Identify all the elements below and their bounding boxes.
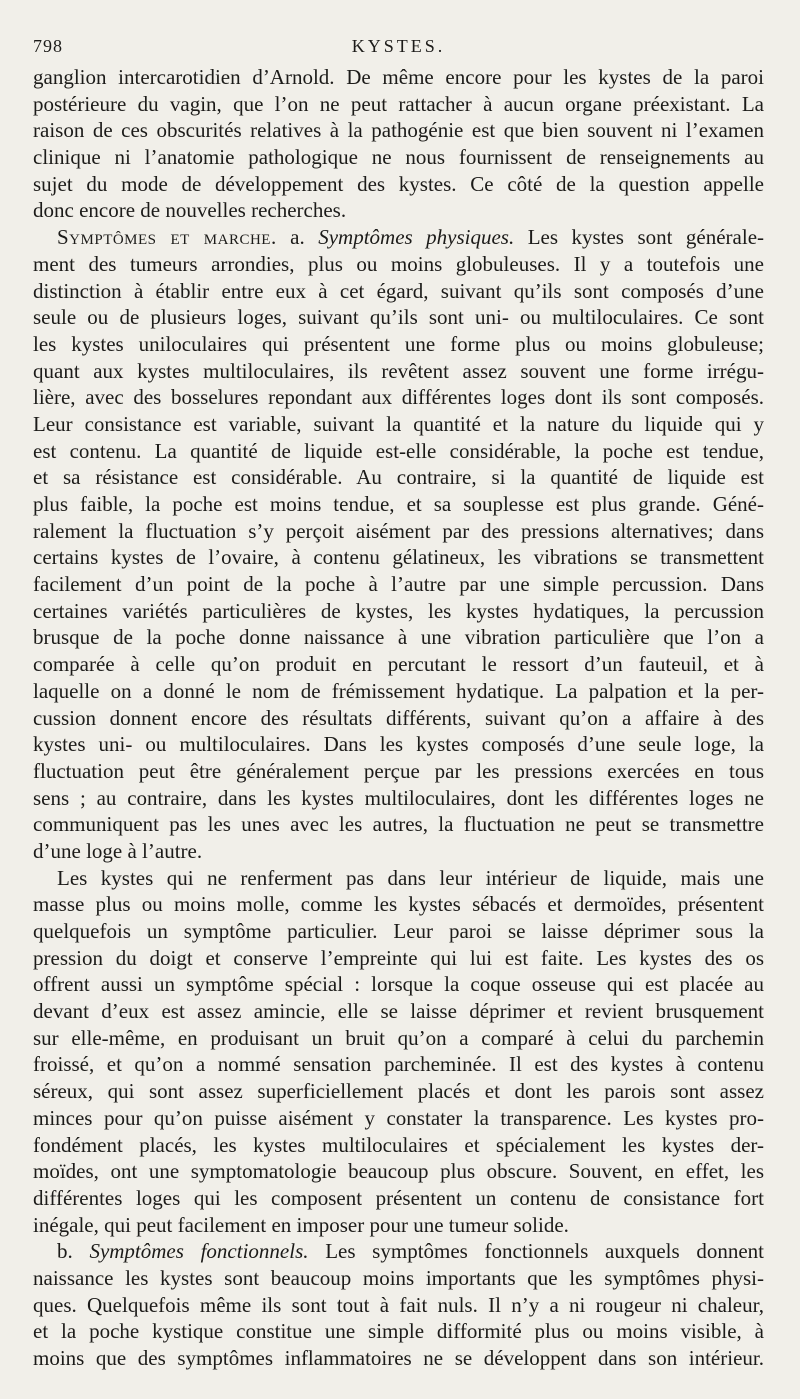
text-line: naissance les kystes sont beaucoup moins importants que les symptômes physi- [33, 1265, 764, 1290]
text-line: sur elle-même, en produisant un bruit qu’on a comparé à celui du parchemin [33, 1025, 764, 1050]
text-line: facilement d’un point de la poche à l’autre par une simple percussion. Dans [33, 572, 764, 597]
text-line: ganglion intercarotidien d’Arnold. De même encore pour les kystes de la paroi [33, 65, 764, 89]
text-line: seule ou de plusieurs loges, suivant qu’ils sont uni- ou multiloculaires. Ce sont [33, 305, 764, 330]
text-line: inégale, qui peut facilement en imposer pour une tumeur solide. [33, 1212, 569, 1237]
subsection-marker: a. [290, 225, 305, 250]
text-line: différentes loges qui les composent présentent un contenu de consistance fort [33, 1185, 764, 1210]
text-line: lière, avec des bosselures repondant aux différentes loges dont ils sont composés. [33, 385, 764, 410]
text-line: moïdes, ont une symptomatologie beaucoup plus obscure. Souvent, en effet, les [33, 1159, 764, 1184]
text-line: laquelle on a donné le nom de frémissement hydatique. La palpation et la per- [33, 678, 764, 703]
text-line: Les kystes qui ne renferment pas dans leur intérieur de liquide, mais une [57, 865, 764, 890]
text-line: brusque de la poche donne naissance à une vibration particulière que l’on a [33, 625, 764, 650]
paragraph-symptomes-physiques [33, 224, 764, 865]
text-line: donc encore de nouvelles recherches. [33, 198, 347, 223]
text-line: raison de ces obscurités relatives à la pathogénie est que bien souvent ni l’examen [33, 118, 764, 143]
text-line: minces pour qu’on puisse aisément y constater la transparence. Les kystes pro- [33, 1105, 764, 1130]
text-line: séreux, qui sont assez superficiellement placés et dont les parois sont assez [33, 1079, 764, 1104]
text-line: quelquefois un symptôme particulier. Leur paroi se laisse déprimer sous la [33, 919, 764, 943]
running-title: KYSTES. [351, 36, 446, 56]
text-line: communiquent pas les unes avec les autres, la fluctuation ne peut se transmettre [33, 812, 764, 837]
text-line: et sa résistance est considérable. Au contraire, si la quantité de liquide est [33, 465, 764, 490]
text-line: offrent aussi un symptôme spécial : lorsque la coque osseuse qui est placée au [33, 972, 764, 997]
text-line: d’une loge à l’autre. [33, 838, 203, 863]
text-line: ques. Quelquefois même ils sont tout à fait nuls. Il n’y a ni rougeur ni chaleur, [33, 1292, 764, 1317]
text-line: est contenu. La quantité de liquide est-elle considérable, la poche est tendue, [33, 438, 764, 463]
text-line: fluctuation peut être généralement perçue par les pressions exercées en tous [33, 758, 764, 783]
paragraph-symptomes-fonctionnels [33, 1238, 764, 1371]
text-run: Les symptômes fonctionnels auxquels donnent [325, 1239, 765, 1264]
text-line: fondément placés, les kystes multiloculaires et spécialement les kystes der- [33, 1132, 764, 1157]
subsection-heading-line [33, 1238, 764, 1265]
text-line: et la poche kystique constitue une simple difformité plus ou moins visible, à [33, 1319, 764, 1344]
text-run: Les kystes sont générale- [527, 225, 765, 250]
page-number: 798 [33, 36, 63, 56]
subsection-marker: b. [57, 1239, 73, 1264]
text-line: kystes uni- ou multiloculaires. Dans les kystes composés d’une seule loge, la [33, 732, 764, 757]
text-line: clinique ni l’anatomie pathologique ne nous fournissent de renseignements au [33, 145, 764, 170]
paragraph-pathogenie [33, 64, 764, 224]
text-line: postérieure du vagin, que l’on ne peut rattacher à aucun organe préexistant. La [33, 91, 764, 116]
text-line: masse plus ou moins molle, comme les kystes sébacés et dermoïdes, présentent [33, 892, 764, 917]
text-line: pression du doigt et conserve l’empreinte qui lui est faite. Les kystes des os [33, 945, 764, 970]
text-line: devant d’eux est assez amincie, elle se laisse déprimer et revient brusquement [33, 999, 764, 1024]
page-header [33, 30, 764, 64]
text-line: certaines variétés particulières de kystes, les kystes hydatiques, la percussion [33, 598, 764, 623]
text-line: ment des tumeurs arrondies, plus ou moins globuleuses. Il y a toutefois une [33, 251, 764, 276]
text-line: cussion donnent encore des résultats différents, suivant qu’on a affaire à des [33, 705, 764, 730]
text-line: comparée à celle qu’on produit en percutant le ressort d’un fauteuil, et à [33, 652, 764, 677]
text-line: distinction à établir entre eux à cet égard, suivant qu’ils sont composés d’une [33, 278, 764, 303]
paragraph-kystes-sans-liquide [33, 865, 764, 1239]
text-line: sens ; au contraire, dans les kystes multiloculaires, dont les différentes loges ne [33, 785, 764, 810]
text-line: moins que des symptômes inflammatoires ne se développent dans son intérieur. [33, 1346, 764, 1370]
text-line: sujet du mode de développement des kystes. Ce côté de la question appelle [33, 171, 764, 196]
text-line: Leur consistance est variable, suivant la quantité et la nature du liquide qui y [33, 411, 764, 436]
text-line: froissé, et qu’on a nommé sensation parcheminée. Il est des kystes à contenu [33, 1052, 764, 1077]
text-line: ralement la fluctuation s’y perçoit aisément par des pressions alternatives; dans [33, 518, 764, 543]
section-heading: Symptômes et marche. [57, 225, 277, 250]
subsection-title: Symptômes fonctionnels. [89, 1239, 309, 1264]
section-heading-line [33, 224, 764, 251]
text-line: plus faible, la poche est moins tendue, et sa souplesse est plus grande. Géné- [33, 492, 764, 516]
text-line: certains kystes de l’ovaire, à contenu gélatineux, les vibrations se transmettent [33, 545, 764, 570]
subsection-title: Symptômes physiques. [318, 225, 515, 250]
text-line: les kystes uniloculaires qui présentent une forme plus ou moins globuleuse; [33, 331, 764, 356]
text-line: quant aux kystes multiloculaires, ils revêtent assez souvent une forme irrégu- [33, 358, 764, 383]
